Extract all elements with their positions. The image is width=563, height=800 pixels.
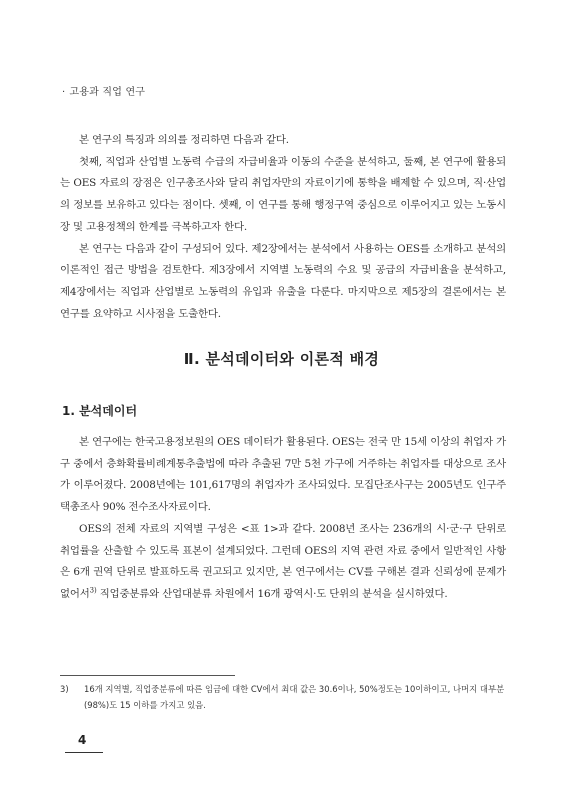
subsection-title: 1. 분석데이터 — [62, 404, 138, 418]
data-section — [60, 432, 506, 606]
section-title: Ⅱ. 분석데이터와 이론적 배경 — [183, 350, 380, 368]
intro-paragraph: 본 연구는 다음과 같이 구성되어 있다. 제2장에서는 분석에서 사용하는 OES를 소개하고 분석의 이론적인 접근 방법을 검토한다. 제3장에서 지역별 노동력의 수요 및 공급의 자급비율을 분석하고, 제4장에서는 직업과 산업별로 노동력의 유입과 유출을 다룬다. 마지막으로 제5장의 결론에서는 본 연구를 요약하고 시사점을 도출한다. — [60, 242, 506, 320]
header-bullet: · — [62, 87, 66, 98]
header-title: 고용과 직업 연구 — [69, 87, 146, 98]
footnote — [60, 682, 506, 713]
footnote-divider — [60, 675, 235, 676]
page-number: 4 — [78, 733, 87, 747]
intro-paragraph: 본 연구의 특징과 의의를 정리하면 다음과 같다. — [79, 134, 289, 146]
footnote-text: 16개 지역별, 직업중분류에 따른 임금에 대한 CV에서 최대 값은 30.6이나, 50%정도는 10이하이고, 나머지 대부분(98%)도 15 이하를 가지고 있음. — [84, 684, 505, 710]
footnote-number: 3) — [60, 684, 69, 694]
intro-section — [60, 130, 506, 325]
data-paragraph-2-tail: 직업중분류와 산업대분류 차원에서 16개 광역시·도 단위의 분석을 실시하였다. — [96, 587, 448, 600]
data-paragraph-2-text: OES의 전체 자료의 지역별 구성은 <표 1>과 같다. 2008년 조사는 236개의 시·군·구 단위로 취업률을 산출할 수 있도록 표본이 설계되었다. 그런데 OES의 지역 관련 자료 중에서 일반적인 사항은 6개 권역 단위로 발표하도록 권고되고 있지만, 본 연구에서는 CV를 구해본 결과 신뢰성에 문제가 없어서 — [60, 522, 506, 600]
page-number-rule — [65, 752, 103, 753]
data-paragraph-2 — [60, 519, 506, 606]
intro-paragraph: 첫째, 직업과 산업별 노동력 수급의 자급비율과 이동의 수준을 분석하고, 둘째, 본 연구에 활용되는 OES 자료의 장점은 인구총조사와 달리 취업자만의 자료이기에 통학을 배제할 수 있으며, 직·산업의 정보를 보유하고 있다는 점이다. 셋째, 이 연구를 통해 행정구역 중심으로 이루어지고 있는 노동시장 및 고용정책의 한계를 극복하고자 한다. — [60, 155, 506, 233]
data-paragraph-1: 본 연구에는 한국고용정보원의 OES 데이터가 활용된다. OES는 전국 만 15세 이상의 취업자 가구 중에서 층화확률비례계통추출법에 따라 추출된 7만 5천 가구에 거주하는 취업자를 대상으로 조사가 이루어졌다. 2008년에는 101,617명의 취업자가 조사되었다. 모집단조사구는 2005년도 인구주택총조사 90% 전수조사자료이다. — [60, 436, 506, 514]
running-header — [62, 83, 145, 98]
footnote-ref[interactable]: 3) — [89, 586, 97, 595]
